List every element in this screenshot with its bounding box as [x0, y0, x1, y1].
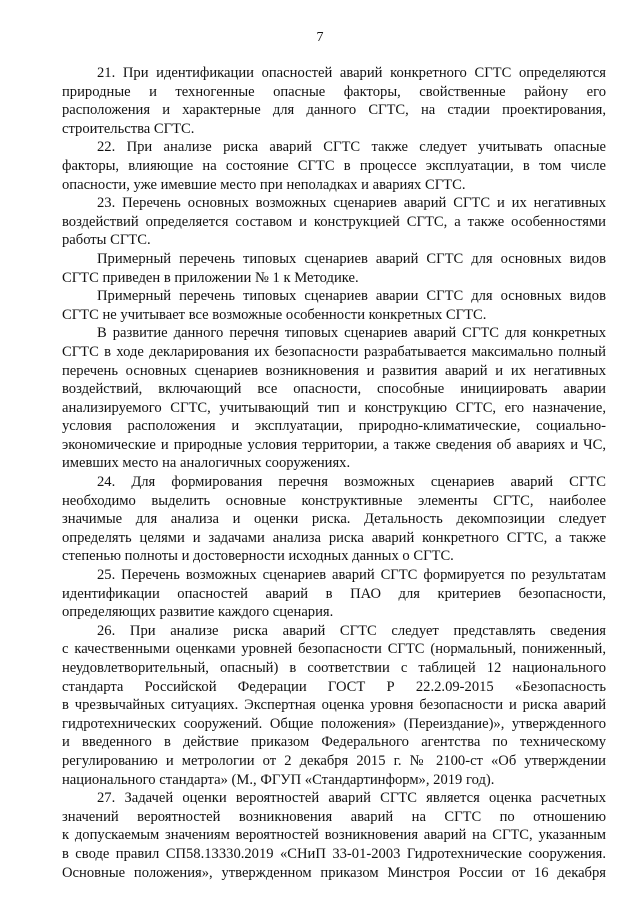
text-line: регулированию и метрологии от 2 декабря 2015 г. № 2100-ст «Об утверждении	[62, 752, 606, 769]
text-line: работы СГТС.	[62, 232, 151, 249]
paragraph-25	[62, 566, 606, 622]
text-line: опасности, уже имевшие место при неполадках и авариях СГТС.	[62, 176, 466, 193]
text-line: 27. Задачей оценки вероятностей аварий СГТС является оценка расчетных	[97, 790, 606, 807]
text-line: значений вероятностей возникновения аварий на СГТС по отношению	[62, 808, 606, 825]
text-line: имевших место на аналогичных сооружениях.	[62, 455, 351, 472]
text-line: 26. При анализе риска аварий СГТС следует представлять сведения	[97, 622, 606, 639]
text-line: анализируемого СГТС, учитывающий тип и конструкцию СГТС, его назначение,	[62, 399, 606, 416]
text-line: Примерный перечень типовых сценариев аварий СГТС для основных видов	[97, 250, 606, 267]
text-line: экономические и природные условия территории, а также сведения об авариях и ЧС,	[62, 436, 606, 453]
text-line: Примерный перечень типовых сценариев аварии СГТС для основных видов	[97, 288, 606, 305]
text-line: 23. Перечень основных возможных сценариев аварий СГТС и их негативных	[97, 195, 606, 212]
text-line: условия расположения и эксплуатации, природно-климатические, социально-	[62, 418, 606, 435]
text-line: необходимо выделить основные конструктивные элементы СГТС, наиболее	[62, 492, 606, 509]
text-line: и введенного в действие приказом Федерального агентства по техническому	[62, 734, 606, 751]
paragraph-27	[62, 789, 606, 882]
text-line: определяющих развитие каждого сценария.	[62, 604, 334, 621]
text-line: 24. Для формирования перечня возможных сценариев аварий СГТС	[97, 474, 606, 491]
text-line: к допускаемым значениям вероятностей возникновения аварий на СГТС, указанным	[62, 827, 606, 844]
text-line: 22. При анализе риска аварий СГТС также следует учитывать опасные	[97, 139, 606, 156]
text-line: с качественными оценками уровней безопасности СГТС (нормальный, пониженный,	[62, 641, 606, 658]
text-line: Основные положения», утвержденном приказом Минстроя России от 16 декабря	[62, 864, 606, 881]
paragraph-typical-scenarios	[62, 250, 606, 287]
text-line: неудовлетворительный, опасный) в соответствии с таблицей 12 национального	[62, 660, 606, 676]
text-line: перечень основных сценариев возникновения и развития аварий и их негативных	[62, 362, 606, 379]
text-line: в чрезвычайных ситуациях. Экспертная оценка уровня безопасности и риска аварий	[62, 697, 606, 714]
text-line: идентификации опасностей аварий в ПАО для критериев безопасности,	[62, 585, 606, 602]
paragraph-26	[62, 622, 606, 789]
text-line: стандарта Российской Федерации ГОСТ Р 22.2.09-2015 «Безопасность	[62, 678, 606, 695]
text-line: СГТС в ходе декларирования их безопасности разрабатывается максимально полный	[62, 343, 606, 360]
text-line: в своде правил СП58.13330.2019 «СНиП 33-01-2003 Гидротехнические сооружения.	[62, 845, 606, 862]
paragraph-scenarios-limits	[62, 287, 606, 324]
paragraph-23	[62, 194, 606, 250]
paragraph-22	[62, 138, 606, 194]
text-line: гидротехнических сооружений. Общие положения» (Переиздание)», утвержденного	[62, 715, 606, 732]
document-body	[62, 64, 606, 882]
text-line: воздействий, включающий все опасности, способные инициировать аварии	[62, 381, 606, 398]
text-line: факторы, влияющие на состояние СГТС в процессе эксплуатации, в том числе	[62, 157, 606, 174]
text-line: степенью полноты и достоверности исходных данных о СГТС.	[62, 548, 454, 565]
text-line: воздействий определяется составом и конструкцией СГТС, а также особенностями	[62, 213, 606, 230]
text-line: строительства СГТС.	[62, 120, 195, 137]
text-line: 25. Перечень возможных сценариев аварий СГТС формируется по результатам	[97, 567, 606, 584]
text-line: природные и техногенные опасные факторы, свойственные району его	[62, 83, 606, 100]
text-line: определять целями и задачами анализа риска аварий конкретного СГТС, а также	[62, 529, 606, 546]
text-line: значимые для анализа и оценки риска. Детальность декомпозиции следует	[62, 511, 606, 528]
paragraph-24	[62, 473, 606, 566]
text-line: 21. При идентификации опасностей аварий конкретного СГТС определяются	[97, 65, 606, 81]
page-number: 7	[316, 30, 324, 45]
paragraph-full-list	[62, 324, 606, 473]
text-line: В развитие данного перечня типовых сценариев аварий СГТС для конкретных	[97, 325, 606, 342]
paragraph-21	[62, 64, 606, 138]
text-line: национального стандарта» (М., ФГУП «Стандартинформ», 2019 год).	[62, 771, 495, 788]
text-line: СГТС приведен в приложении № 1 к Методике.	[62, 269, 359, 286]
text-line: расположения и характерные для данного СГТС, на стадии проектирования,	[62, 102, 606, 119]
text-line: СГТС не учитывает все возможные особенности конкретных СГТС.	[62, 306, 487, 323]
